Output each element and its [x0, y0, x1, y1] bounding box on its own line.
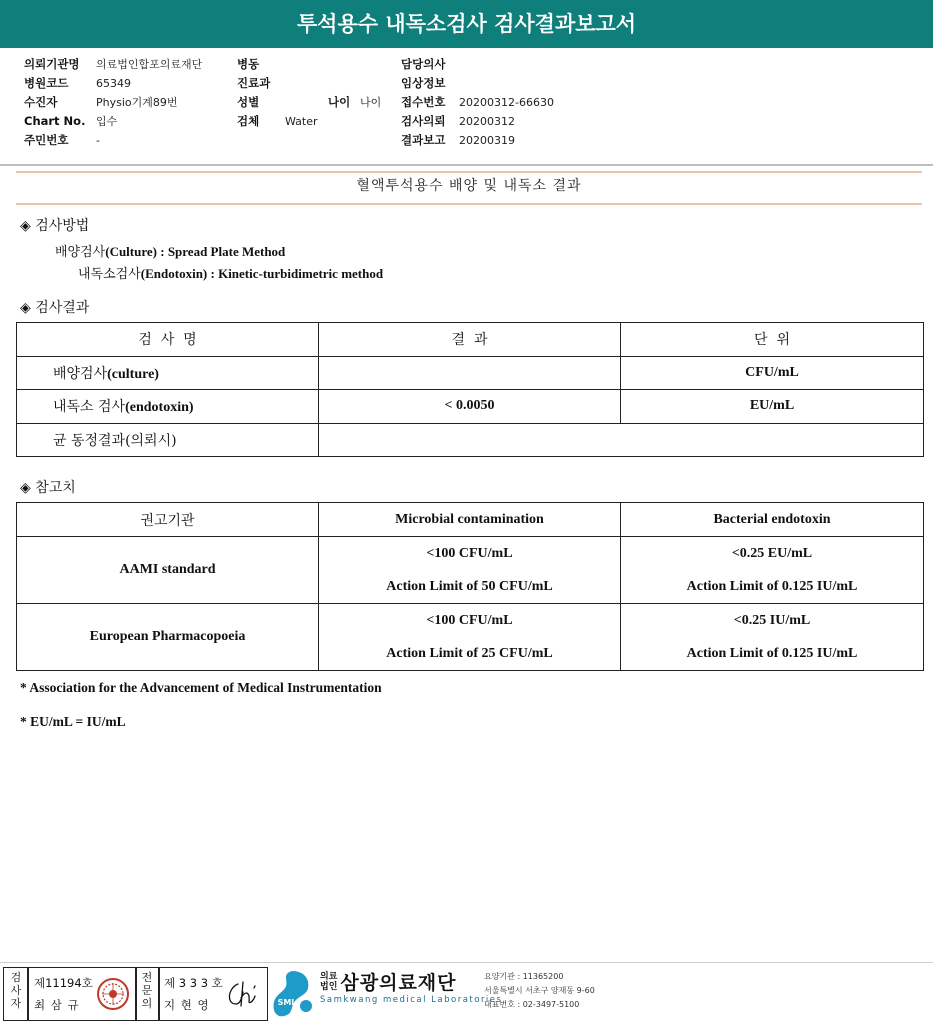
info-value: Water [285, 115, 318, 128]
footnote-units: * EU/mL = IU/mL [20, 714, 126, 729]
logo-badge: SML [277, 998, 297, 1007]
specialist-info [164, 972, 223, 1024]
info-row [24, 55, 202, 74]
reference-header-row [17, 503, 924, 537]
info-value: 의료법인합포의료재단 [96, 58, 203, 71]
logo-prefix-2: 법인 [320, 981, 338, 992]
test-name-cell [17, 390, 319, 424]
info-label: 결과보고 [401, 133, 446, 147]
specialist-label-text: 전문의 [141, 971, 153, 1010]
info-row [237, 112, 318, 131]
signature-divider [27, 968, 29, 1020]
info-row [237, 55, 318, 74]
signature-divider [158, 968, 160, 1020]
report-subtitle: 혈액투석용수 배양 및 내독소 결과 [356, 178, 582, 194]
info-label: 검체 [237, 114, 260, 128]
signature-icon [224, 978, 262, 1010]
reference-org: European Pharmacopoeia [89, 629, 246, 644]
results-table [16, 322, 924, 457]
info-row [328, 93, 381, 112]
method-endotoxin [78, 263, 383, 282]
reference-endo-action: Action Limit of 0.125 IU/mL [686, 579, 858, 594]
header-divider [0, 164, 933, 166]
logo-prefix [320, 972, 337, 992]
subtitle-bottom-line [16, 203, 922, 205]
reference-org-cell [17, 604, 319, 671]
info-value: - [96, 134, 100, 147]
samkwang-logo-icon [270, 968, 316, 1020]
examiner-info [34, 972, 93, 1024]
test-result-cell [319, 356, 621, 390]
method-heading: ◈ 검사방법 [20, 218, 90, 234]
info-value: 20200312 [459, 115, 515, 128]
results-header-cell: 검 사 명 [17, 323, 319, 357]
test-result-cell: < 0.0050 [319, 390, 621, 424]
reference-micro-cell [319, 537, 621, 604]
age-value: 나이 [360, 96, 382, 109]
footer-divider [0, 962, 933, 963]
info-row [401, 112, 554, 131]
footnote-aami: * Association for the Advancement of Medical Instrumentation [20, 680, 382, 695]
table-row [17, 604, 924, 671]
identification-label: 균 동정결과(의뢰시) [17, 423, 319, 457]
test-name-kr: 배양검사 [53, 365, 108, 382]
reference-endo-action: Action Limit of 0.125 IU/mL [686, 646, 858, 661]
method-culture [55, 241, 285, 260]
patient-info-col3 [401, 55, 554, 150]
results-header-cell: 단 위 [621, 323, 924, 357]
reference-endo-cell [621, 604, 924, 671]
results-header-row [17, 323, 924, 357]
specialist-license: 제 3 3 3 호 [164, 976, 223, 990]
test-name-kr: 내독소 검사 [53, 399, 126, 416]
logo-title [320, 968, 502, 995]
info-label: Chart No. [24, 114, 86, 128]
examiner-label-text: 검사자 [10, 971, 22, 1010]
reference-endo-limit: <0.25 EU/mL [731, 546, 813, 561]
info-row [24, 112, 202, 131]
reference-heading: ◈ 참고치 [20, 480, 76, 496]
method-endotoxin-kr: 내독소검사 [78, 267, 141, 282]
info-value: 20200312-66630 [459, 96, 554, 109]
info-label: 의뢰기관명 [24, 57, 80, 71]
institution-info [484, 970, 595, 1012]
reference-table [16, 502, 924, 671]
test-name-en: (endotoxin) [125, 400, 194, 416]
info-value: 20200319 [459, 134, 515, 147]
info-label: 수진자 [24, 95, 58, 109]
institution-address: 서울특별시 서초구 양재동 9-60 [484, 986, 595, 995]
info-row [24, 131, 202, 150]
patient-info-col1 [24, 55, 202, 150]
age-label: 나이 [328, 95, 351, 109]
report-title: 투석용수 내독소검사 검사결과보고서 [0, 0, 933, 48]
specialist-name: 지 현 영 [164, 998, 210, 1012]
reference-micro-action: Action Limit of 25 CFU/mL [386, 646, 553, 661]
test-unit-cell: EU/mL [621, 390, 924, 424]
info-row [24, 93, 202, 112]
reference-header-cell: Microbial contamination [319, 503, 621, 537]
table-row [17, 390, 924, 424]
info-row [401, 93, 554, 112]
info-label: 진료과 [237, 76, 271, 90]
table-row [17, 537, 924, 604]
specialist-label [137, 971, 157, 1023]
examiner-name: 최 삼 규 [34, 998, 80, 1012]
info-row [237, 74, 318, 93]
test-name-en: (culture) [107, 366, 159, 382]
table-row [17, 423, 924, 457]
reference-org-cell [17, 537, 319, 604]
info-label: 성별 [237, 95, 260, 109]
info-value: Physio기계89번 [96, 96, 178, 109]
reference-micro-limit: <100 CFU/mL [426, 546, 513, 561]
test-unit-cell: CFU/mL [621, 356, 924, 390]
info-label: 검사의뢰 [401, 114, 446, 128]
reference-endo-cell [621, 537, 924, 604]
reference-micro-limit: <100 CFU/mL [426, 613, 513, 628]
logo-prefix-1: 의료 [320, 971, 338, 982]
institution-phone: 대표번호 : 02-3497-5100 [484, 1000, 580, 1009]
info-value: 65349 [96, 77, 131, 90]
examiner-seal-icon [96, 977, 130, 1011]
method-endotoxin-en: (Endotoxin) : Kinetic-turbidimetric method [140, 266, 384, 281]
info-label: 주민번호 [24, 133, 69, 147]
info-label: 접수번호 [401, 95, 446, 109]
subtitle-top-line [16, 171, 922, 173]
logo-english: Samkwang medical Laboratories [320, 995, 503, 1005]
reference-header-cell: Bacterial endotoxin [621, 503, 924, 537]
info-label: 임상정보 [401, 76, 446, 90]
reference-header-cell: 권고기관 [17, 503, 319, 537]
info-label: 병원코드 [24, 76, 69, 90]
age-info [328, 93, 381, 112]
reference-endo-limit: <0.25 IU/mL [733, 613, 811, 628]
info-label: 담당의사 [401, 57, 446, 71]
info-value: 입수 [96, 115, 118, 128]
test-name-cell [17, 356, 319, 390]
method-culture-en: (Culture) : Spread Plate Method [105, 244, 286, 259]
reference-org: AAMI standard [119, 562, 216, 577]
method-culture-kr: 배양검사 [55, 245, 106, 260]
table-row [17, 356, 924, 390]
samkwang-logo-text [320, 968, 502, 1005]
info-row [237, 93, 318, 112]
info-row [401, 131, 554, 150]
results-header-cell: 결 과 [319, 323, 621, 357]
reference-micro-action: Action Limit of 50 CFU/mL [386, 579, 553, 594]
info-row [24, 74, 202, 93]
info-label: 병동 [237, 57, 260, 71]
info-row [401, 55, 554, 74]
examiner-license: 제11194호 [34, 976, 93, 990]
signature-box [3, 967, 268, 1021]
examiner-label [6, 971, 26, 1023]
info-row [401, 74, 554, 93]
patient-info-col2 [237, 55, 318, 131]
institution-code: 요양기관 : 11365200 [484, 972, 564, 981]
identification-value [319, 423, 924, 457]
results-heading: ◈ 검사결과 [20, 300, 90, 316]
reference-micro-cell [319, 604, 621, 671]
logo-name: 삼광의료재단 [340, 972, 457, 994]
